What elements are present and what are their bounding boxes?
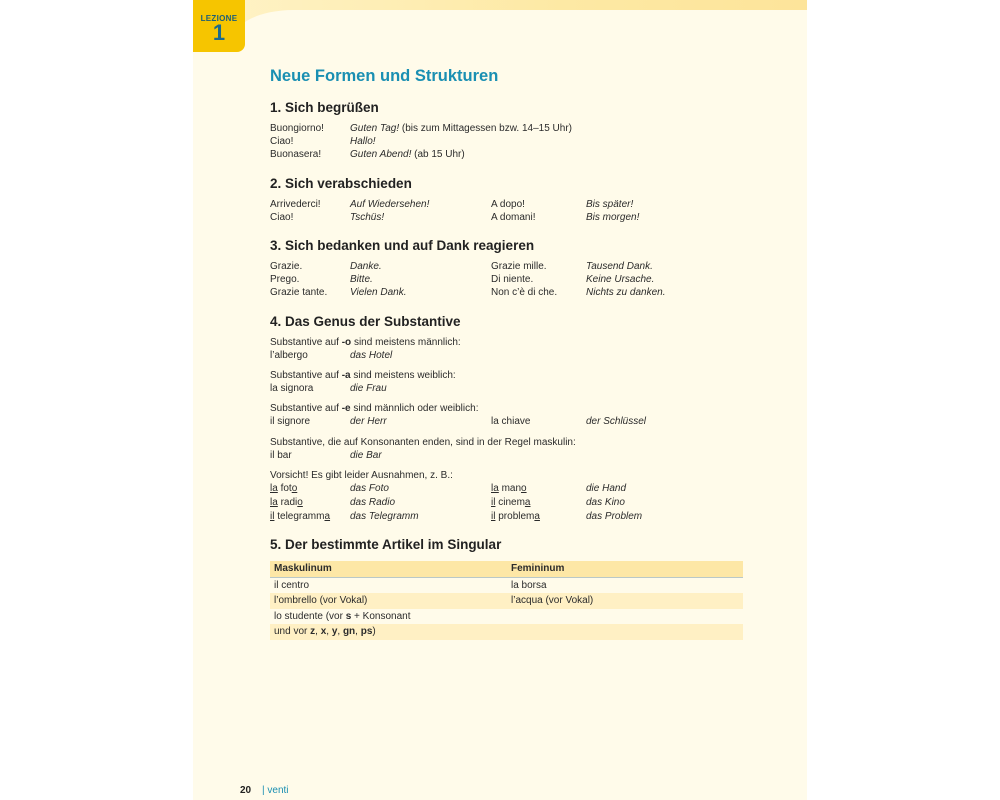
table-row xyxy=(270,624,743,640)
italian-phrase: Grazie mille. xyxy=(491,261,547,272)
italian-noun: la mano xyxy=(491,483,527,494)
italian-phrase: A domani! xyxy=(491,212,536,223)
italian-phrase: Di niente. xyxy=(491,274,534,285)
german-phrase: Nichts zu danken. xyxy=(586,287,666,298)
german-noun: das Hotel xyxy=(350,350,393,361)
table-cell: la borsa xyxy=(511,579,547,591)
german-noun: das Telegramm xyxy=(350,511,419,522)
page-number-word: | venti xyxy=(262,785,289,796)
german-phrase: Tschüs! xyxy=(350,212,385,223)
lesson-number: 1 xyxy=(212,20,226,45)
section-3-heading: 3. Sich bedanken und auf Dank reagieren xyxy=(270,238,535,253)
table-cell: und vor z, x, y, gn, ps) xyxy=(274,626,376,637)
italian-noun: la chiave xyxy=(491,416,531,427)
table-row xyxy=(270,578,743,594)
article-table xyxy=(270,561,743,640)
german-phrase: Keine Ursache. xyxy=(586,274,655,285)
italian-phrase: Grazie tante. xyxy=(270,287,328,298)
german-noun: das Radio xyxy=(350,497,396,508)
german-phrase: Bitte. xyxy=(350,274,373,285)
table-row xyxy=(270,609,743,625)
german-noun: das Foto xyxy=(350,483,389,494)
italian-noun: il telegramma xyxy=(270,511,331,522)
table-cell: il centro xyxy=(274,579,310,591)
table-cell: l’acqua (vor Vokal) xyxy=(511,595,594,606)
german-phrase: Guten Abend! (ab 15 Uhr) xyxy=(350,149,465,160)
german-phrase: Vielen Dank. xyxy=(350,287,407,298)
italian-noun: il cinema xyxy=(491,497,531,508)
italian-phrase: Non c’è di che. xyxy=(491,287,558,298)
italian-phrase: Buonasera! xyxy=(270,149,322,160)
german-phrase: Hallo! xyxy=(350,136,376,147)
italian-noun: la signora xyxy=(270,383,314,394)
italian-phrase: A dopo! xyxy=(491,199,525,210)
page-title: Neue Formen und Strukturen xyxy=(270,67,499,85)
italian-phrase: Prego. xyxy=(270,274,300,285)
italian-noun: il bar xyxy=(270,450,292,461)
german-noun: das Problem xyxy=(586,511,643,522)
italian-phrase: Grazie. xyxy=(270,261,303,272)
german-phrase: Tausend Dank. xyxy=(586,261,653,272)
column-header-masculine: Maskulinum xyxy=(274,563,332,574)
german-phrase: Guten Tag! (bis zum Mittagessen bzw. 14–15 Uhr) xyxy=(350,123,572,134)
lesson-label: LEZIONE xyxy=(200,14,238,23)
section-5-heading: 5. Der bestimmte Artikel im Singular xyxy=(270,537,502,552)
page-number: 20 xyxy=(240,785,252,796)
italian-noun: il signore xyxy=(270,416,311,427)
german-noun: das Kino xyxy=(586,497,625,508)
german-noun: die Frau xyxy=(350,383,387,394)
german-phrase: Bis später! xyxy=(586,199,634,210)
table-cell: lo studente (vor s + Konsonant xyxy=(274,610,411,622)
section-4-heading: 4. Das Genus der Substantive xyxy=(270,314,461,329)
column-header-feminine: Femininum xyxy=(511,563,565,574)
italian-phrase: Buongiorno! xyxy=(270,123,324,134)
german-noun: der Herr xyxy=(350,416,387,427)
textbook-page: LEZIONE 1 Neue Formen und Strukturen 1. Sich begrüßen Buongiorno! Guten Tag! (bis zum Mittagessen bzw. 14–15 Uhr) Ciao! Hallo! Buonasera! Guten Abend! (ab 15 Uhr) 2. Sich verabschieden Arrivederci! Auf Wiedersehen! A dopo! Bis später! Ciao! Tschüs! A domani! Bis morgen! 3. Sich bedanken und auf Dank reagieren Grazie. Danke. Grazie mille. Tausend Dank. Prego. Bitte. Di niente. Keine Ursache. Grazie tante. Vielen Dank. Non c’è di che. Nichts zu danken. 4. Das Genus der Substantive Substantive auf -o sind meistens männlich: l’albergo das Hotel Substantive auf -a sind meistens weiblich: la signora die Frau Substantive auf -e sind männlich oder weiblich: il signore der Herr la chiave der Schlüssel Substantive, die auf Konsonanten enden, sind in der Regel maskulin: il bar die Bar Vorsicht! Es gibt leider Ausnahmen, z. B.: la foto das Foto la mano die Hand la radio das Radio il cinema das Kino il telegramma das Telegramm il problema das Problem 5. Der bestimmte Artikel im Singular Maskulinum Femininum il centro la borsa l’ombrello (vor Vokal) l’acqua (vor Vokal) lo studente (vor s + Konsonant und vor z, x, y, gn, ps) 20 | venti xyxy=(193,0,807,800)
italian-noun: la foto xyxy=(270,483,298,494)
german-phrase: Bis morgen! xyxy=(586,212,640,223)
german-noun: die Hand xyxy=(586,483,627,494)
section-1-heading: 1. Sich begrüßen xyxy=(270,100,379,115)
italian-phrase: Arrivederci! xyxy=(270,199,321,210)
table-row xyxy=(270,593,743,609)
german-phrase: Danke. xyxy=(350,261,382,272)
german-noun: die Bar xyxy=(350,450,382,461)
top-curve xyxy=(233,10,807,50)
italian-noun: il problema xyxy=(491,511,540,522)
italian-noun: l’albergo xyxy=(270,350,308,361)
lesson-badge xyxy=(193,0,245,52)
italian-noun: la radio xyxy=(270,497,303,508)
italian-phrase: Ciao! xyxy=(270,136,294,147)
italian-phrase: Ciao! xyxy=(270,212,294,223)
german-noun: der Schlüssel xyxy=(586,416,647,427)
table-cell: l’ombrello (vor Vokal) xyxy=(274,595,368,606)
table-header xyxy=(270,561,743,578)
section-2-heading: 2. Sich verabschieden xyxy=(270,176,412,191)
german-phrase: Auf Wiedersehen! xyxy=(350,199,430,210)
